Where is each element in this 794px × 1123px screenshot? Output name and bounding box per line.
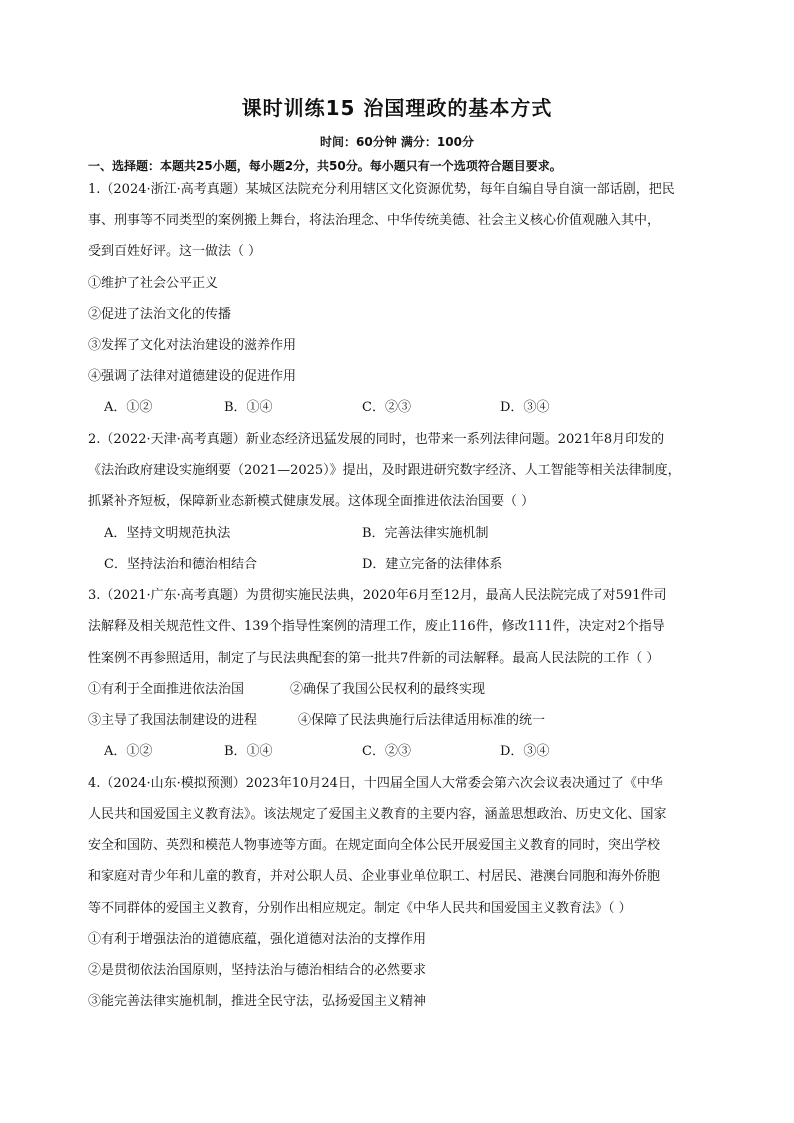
q2-option-d[interactable]: D．建立完备的法律体系 [362,557,503,572]
q4-item: ①有利于增强法治的道德底蕴，强化道德对法治的支撑作用 [88,932,427,947]
q3-option-b[interactable]: B．①④ [224,744,273,759]
q3-item: ③主导了我国法制建设的进程 [88,713,258,728]
q3-item: ②确保了我国公民权利的最终实现 [290,682,486,697]
q1-option-b[interactable]: B．①④ [224,400,273,415]
q1-stem-line: 1.（2024·浙江·高考真题）某城区法院充分利用辖区文化资源优势，每年自编自导自演一部话剧，把民 [88,182,675,197]
q1-item: ④强调了法律对道德建设的促进作用 [88,369,297,384]
time-score-info: 时间：60分钟 满分：100分 [320,135,474,149]
q4-stem-line: 安全和国防、英烈和模范人物事迹等方面。在规定面向全体公民开展爱国主义教育的同时，突出学校 [88,838,661,853]
q2-stem-line: 抓紧补齐短板，保障新业态新模式健康发展。这体现全面推进依法治国要（ ） [88,494,535,509]
q2-stem-line: 2.（2022·天津·高考真题）新业态经济迅猛发展的同时，也带来一系列法律问题。2021年8月印发的 [88,432,665,447]
q1-option-d[interactable]: D．③④ [500,400,550,415]
q4-stem-line: 4.（2024·山东·模拟预测）2023年10月24日，十四届全国人大常委会第六次会议表决通过了《中华 [88,776,663,791]
q3-option-c[interactable]: C．②③ [362,744,411,759]
q1-item: ①维护了社会公平正义 [88,276,219,291]
q1-item: ③发挥了文化对法治建设的滋养作用 [88,338,297,353]
q3-item: ①有利于全面推进依法治国 [88,682,245,697]
q2-option-b[interactable]: B．完善法律实施机制 [362,526,489,541]
q3-stem-line: 法解释及相关规范性文件、139个指导性案例的清理工作，废止116件，修改111件，决定对2个指导 [88,619,665,634]
q4-stem-line: 人民共和国爱国主义教育法》。该法规定了爱国主义教育的主要内容，涵盖思想政治、历史文化、国家 [88,807,667,822]
q4-stem-line: 和家庭对青少年和儿童的教育，并对公职人员、企业事业单位职工、村居民、港澳台同胞和海外侨胞 [88,869,661,884]
q4-item: ③能完善法律实施机制，推进全民守法，弘扬爱国主义精神 [88,994,427,1009]
q1-option-c[interactable]: C．②③ [362,400,411,415]
q4-item: ②是贯彻依法治国原则，坚持法治与德治相结合的必然要求 [88,963,427,978]
page-title: 课时训练15 治国理政的基本方式 [241,96,553,120]
q3-stem-line: 性案例不再参照适用，制定了与民法典配套的第一批共7件新的司法解释。最高人民法院的工作（ ） [88,651,660,666]
q3-option-a[interactable]: A．①② [104,744,153,759]
q3-item: ④保障了民法典施行后法律适用标准的统一 [298,713,546,728]
q3-stem-line: 3.（2021·广东·高考真题）为贯彻实施民法典，2020年6月至12月，最高人民法院完成了对591件司 [88,588,667,603]
q1-stem-line: 事、刑事等不同类型的案例搬上舞台，将法治理念、中华传统美德、社会主义核心价值观融入其中， [88,213,661,228]
q4-stem-line: 等不同群体的爱国主义教育，分别作出相应规定。制定《中华人民共和国爱国主义教育法》（ ） [88,901,632,916]
q2-option-a[interactable]: A．坚持文明规范执法 [104,526,231,541]
q2-stem-line: 《法治政府建设实施纲要（2021—2025）》提出，及时跟进研究数字经济、人工智能等相关法律制度， [88,463,681,478]
q1-item: ②促进了法治文化的传播 [88,307,232,322]
q1-stem-line: 受到百姓好评。这一做法（ ） [88,244,262,259]
q3-option-d[interactable]: D．③④ [500,744,550,759]
q2-option-c[interactable]: C．坚持法治和德治相结合 [104,557,257,572]
q1-option-a[interactable]: A．①② [104,400,153,415]
section-heading: 一、选择题：本题共25小题，每小题2分，共50分。每小题只有一个选项符合题目要求。 [88,159,562,173]
